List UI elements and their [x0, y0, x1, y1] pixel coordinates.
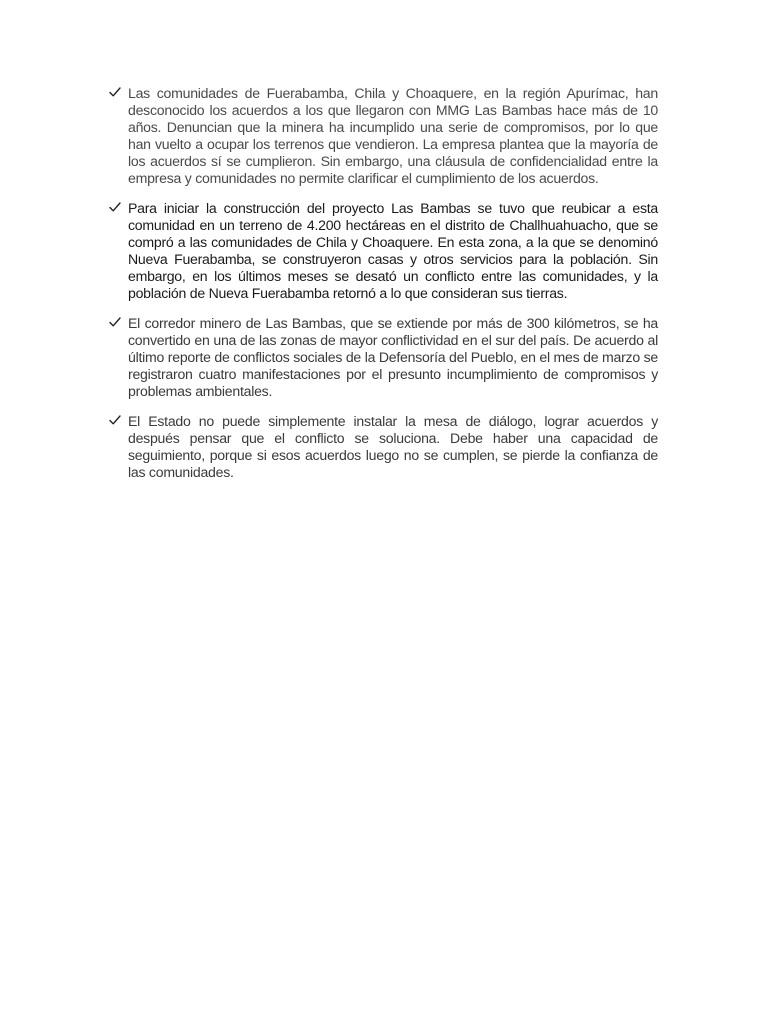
bullet-list — [108, 85, 658, 494]
bullet-item-2 — [108, 200, 658, 302]
bullet-item-4 — [108, 413, 658, 481]
checkmark-icon — [108, 85, 122, 99]
bullet-text-3: El corredor minero de Las Bambas, que se extiende por más de 300 kilómetros, se ha convertido en una de las zonas de mayor conflictividad en el sur del país. De acuerdo al último reporte de conflictos sociales de la Defensoría del Pueblo, en el mes de marzo se registraron cuatro manifestaciones por el presunto incumplimiento de compromisos y problemas ambientales. — [128, 315, 658, 399]
bullet-text-1: Las comunidades de Fuerabamba, Chila y Choaquere, en la región Apurímac, han desconocido los acuerdos a los que llegaron con MMG Las Bambas hace más de 10 años. Denuncian que la minera ha incumplido una serie de compromisos, por lo que han vuelto a ocupar los terrenos que vendieron. La empresa plantea que la mayoría de los acuerdos sí se cumplieron. Sin embargo, una cláusula de confidencialidad entre la empresa y comunidades no permite clarificar el cumplimiento de los acuerdos. — [128, 85, 658, 186]
bullet-item-3 — [108, 315, 658, 400]
checkmark-icon — [108, 413, 122, 427]
bullet-text-4: El Estado no puede simplemente instalar la mesa de diálogo, lograr acuerdos y después pensar que el conflicto se soluciona. Debe haber una capacidad de seguimiento, porque si esos acuerdos luego no se cumplen, se pierde la confianza de las comunidades. — [128, 413, 658, 480]
bullet-text-2: Para iniciar la construcción del proyecto Las Bambas se tuvo que reubicar a esta comunidad en un terreno de 4.200 hectáreas en el distrito de Challhuahuacho, que se compró a las comunidades de Chila y Choaquere. En esta zona, a la que se denominó Nueva Fuerabamba, se construyeron casas y otros servicios para la población. Sin embargo, en los últimos meses se desató un conflicto entre las comunidades, y la población de Nueva Fuerabamba retornó a lo que consideran sus tierras. — [128, 200, 658, 301]
checkmark-icon — [108, 200, 122, 214]
bullet-item-1 — [108, 85, 658, 187]
checkmark-icon — [108, 315, 122, 329]
